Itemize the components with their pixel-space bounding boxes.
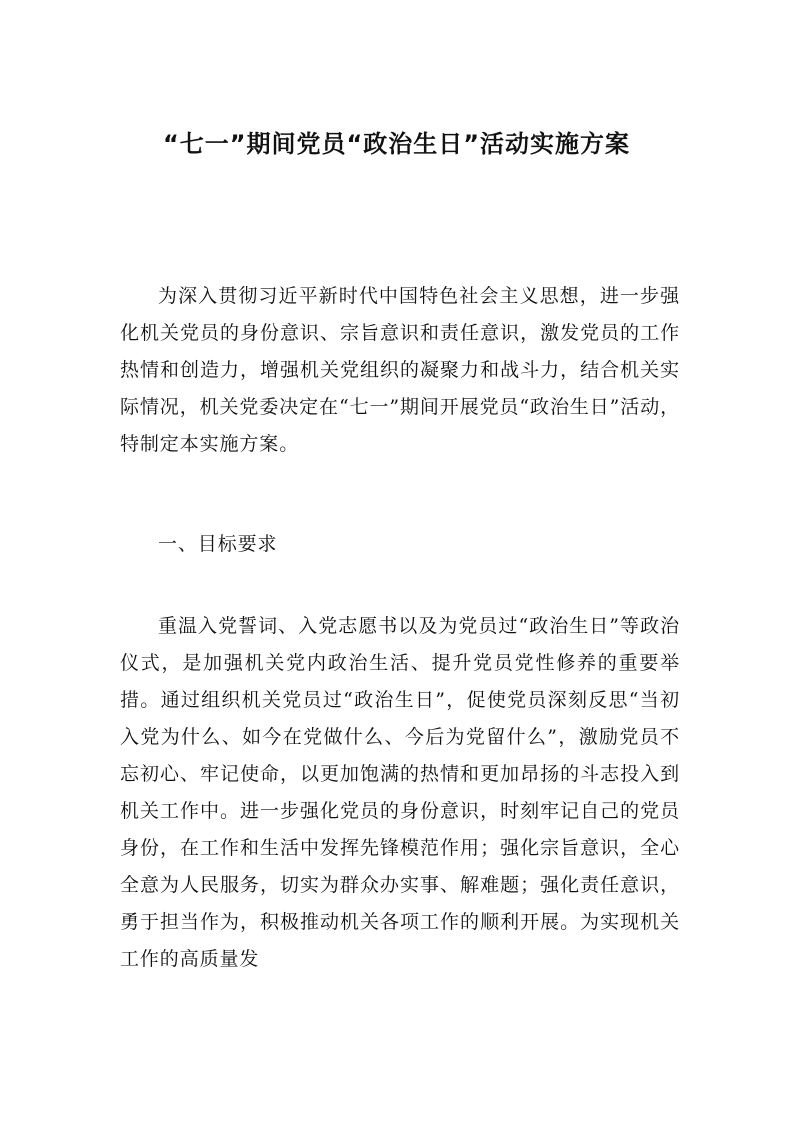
section-heading-goals: 一、目标要求: [158, 533, 278, 555]
document-title: “七一”期间党员“政治生日”活动实施方案: [162, 130, 631, 158]
intro-paragraph: 为深入贯彻习近平新时代中国特色社会主义思想，进一步强化机关党员的身份意识、宗旨意识和责任意识，激发党员的工作热情和创造力，增强机关党组织的凝聚力和战斗力，结合机关实际情况，机关党委决定在“七一”期间开展党员“政治生日”活动，特制定本实施方案。: [120, 285, 680, 455]
goals-paragraph: 重温入党誓词、入党志愿书以及为党员过“政治生日”等政治仪式，是加强机关党内政治生活、提升党员党性修养的重要举措。通过组织机关党员过“政治生日”，促使党员深刻反思“当初入党为什么、如今在党做什么、今后为党留什么”，激励党员不忘初心、牢记使命，以更加饱满的热情和更加昂扬的斗志投入到机关工作中。进一步强化党员的身份意识，时刻牢记自己的党员身份，在工作和生活中发挥先锋模范作用；强化宗旨意识，全心全意为人民服务，切实为群众办实事、解难题；强化责任意识，勇于担当作为，积极推动机关各项工作的顺利开展。为实现机关工作的高质量发: [120, 615, 680, 970]
